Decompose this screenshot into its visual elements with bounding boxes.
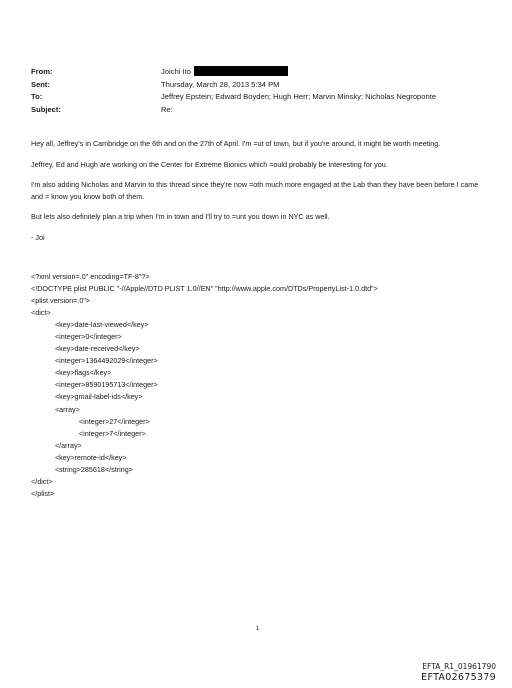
xml-line: <integer>0</integer>	[31, 332, 122, 342]
subject-value: Re:	[161, 104, 173, 114]
subject-label: Subject:	[31, 104, 61, 114]
body-paragraph-2: Jeffrey, Ed and Hugh are working on the Center for Extreme Bionics which =ould probably be interesting for you.	[31, 159, 388, 169]
xml-line: <key>flags</key>	[31, 368, 112, 378]
body-paragraph-1: Hey all, Jeffrey's in Cambridge on the 6th and on the 27th of April. I'm =ut of town, but if you're around, it might be worth meeting.	[31, 139, 441, 148]
xml-line: <key>date-received</key>	[31, 344, 140, 354]
xml-line: <array>	[31, 404, 80, 414]
xml-line: <plist version=.0">	[31, 296, 91, 306]
xml-line: <!DOCTYPE plist PUBLIC "-//Apple//DTD PLIST 1.0//EN" "http://www.apple.com/DTDs/PropertyList-1.0.dtd">	[31, 284, 378, 294]
to-value: Jeffrey Epstein; Edward Boyden; Hugh Herr; Marvin Minsky; Nicholas Negroponte	[161, 92, 437, 101]
sent-value: Thursday, March 28, 2013 5:34 PM	[161, 79, 280, 89]
xml-line: <integer>1364492029</integer>	[31, 356, 158, 366]
xml-line: <key>date-last-viewed</key>	[31, 320, 149, 330]
xml-line: <string>285618</string>	[31, 464, 133, 474]
from-label: From:	[31, 67, 53, 76]
xml-line: <dict>	[31, 308, 51, 318]
body-paragraph-3: I'm also adding Nicholas and Marvin to this thread since they're now =oth much more engaged at the Lab than they have been before I came and = know you know both of them.	[31, 180, 479, 201]
page-number: 1	[256, 626, 260, 632]
xml-line: <key>remote-id</key>	[31, 452, 127, 462]
to-row	[31, 91, 436, 104]
xml-line: <key>gmail-label-ids</key>	[31, 392, 143, 402]
subject-row	[31, 104, 436, 117]
plist-xml-block	[31, 271, 378, 500]
xml-line: <integer>8590195713</integer>	[31, 380, 158, 390]
sent-row	[31, 79, 436, 92]
signoff: - Joi	[31, 232, 45, 242]
from-row	[31, 66, 436, 79]
bates-stamp	[421, 662, 496, 684]
xml-line: <?xml version=.0" encoding=TF-8"?>	[31, 272, 150, 281]
to-label: To:	[31, 92, 43, 101]
doc-id-2: EFTA02675379	[421, 672, 496, 683]
email-body	[31, 138, 487, 252]
doc-id-1: EFTA_R1_01961790	[422, 662, 496, 671]
from-name: Joichi Ito	[161, 67, 191, 76]
xml-line: </array>	[31, 440, 82, 450]
email-header	[31, 66, 436, 116]
redaction-bar	[194, 66, 288, 76]
xml-line: </dict>	[31, 476, 53, 486]
sent-label: Sent:	[31, 79, 50, 89]
xml-line: <integer>27</integer>	[31, 416, 150, 426]
from-value	[161, 66, 288, 79]
body-paragraph-4: But lets also definitely plan a trip when I'm in town and I'll try to =unt you down in NYC as well.	[31, 212, 330, 221]
xml-line: <integer>7</integer>	[31, 428, 146, 438]
xml-line: </plist>	[31, 488, 55, 498]
